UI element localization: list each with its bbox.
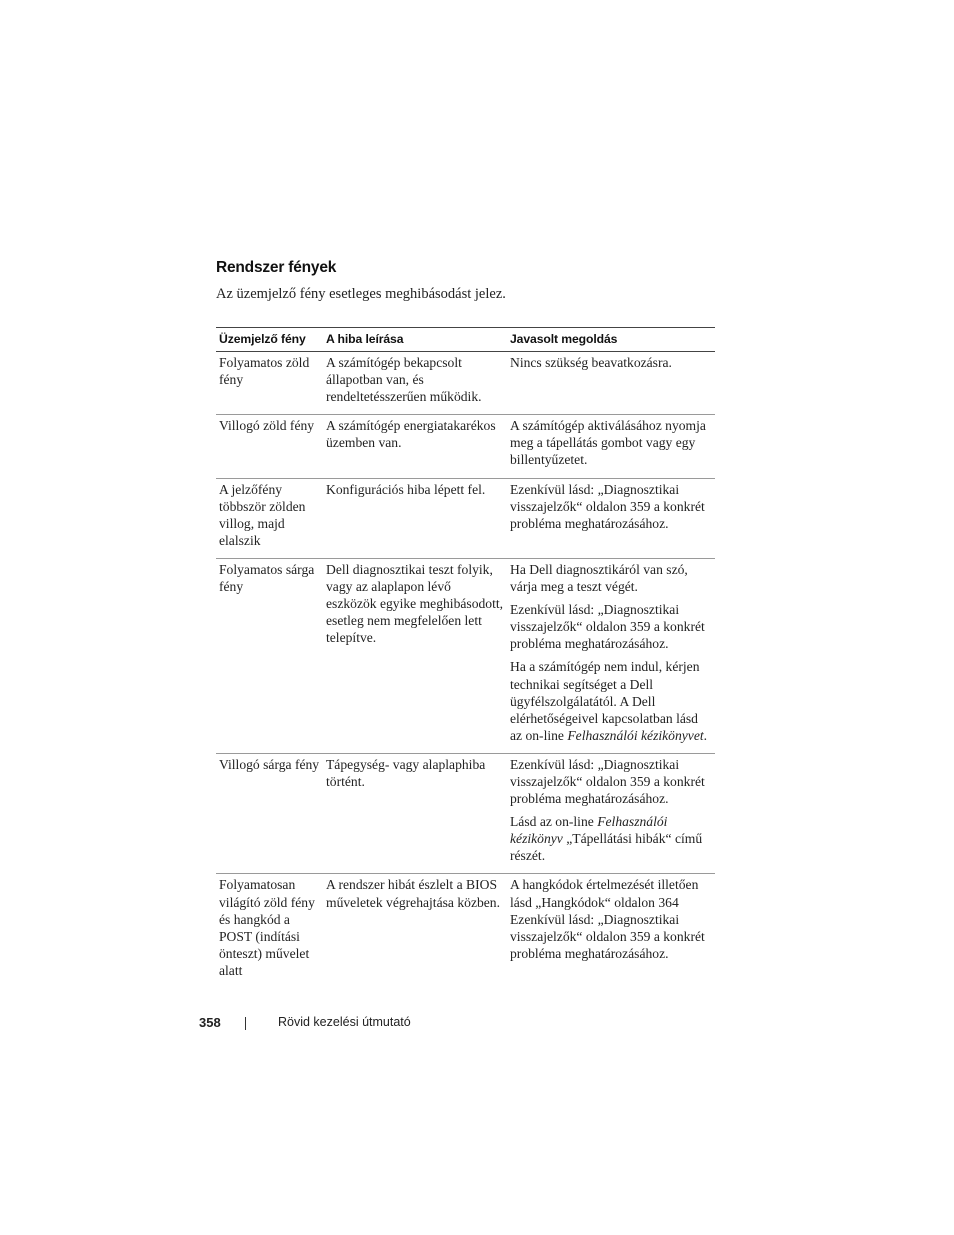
footer-title: Rövid kezelési útmutató (278, 1015, 411, 1029)
section-title: Rendszer fények (216, 259, 337, 276)
solution-paragraph: Nincs szükség beavatkozásra. (510, 355, 672, 370)
cell-problem: A számítógép bekapcsolt állapotban van, és rendeltetésszerűen működik. (326, 355, 482, 405)
table-row (216, 352, 715, 415)
solution-paragraph: Ezenkívül lásd: „Diagnosztikai visszajelzők“ oldalon 359 a konkrét probléma meghatározásához. (510, 481, 705, 531)
see-suffix: „Tápellátási hibák“ című részét. (510, 831, 703, 864)
table-row (216, 558, 715, 753)
table-row (216, 874, 715, 988)
table-row (216, 753, 715, 874)
column-header-light: Üzemjelző fény (219, 332, 306, 346)
table-row (216, 415, 715, 478)
system-lights-table (216, 327, 715, 988)
solution-paragraph: Ezenkívül lásd: „Diagnosztikai visszajelzők“ oldalon 359 a konkrét probléma meghatározásához. (510, 756, 705, 807)
cell-light: Villogó sárga fény (219, 756, 320, 772)
solution-paragraph (510, 658, 712, 743)
cell-solution (507, 753, 715, 874)
cell-problem: Tápegység- vagy alaplaphiba történt. (326, 756, 486, 789)
cell-solution (507, 415, 715, 478)
cell-light: A jelzőfény többször zölden villog, majd elalszik (219, 481, 306, 548)
solution-paragraph: Ha Dell diagnosztikáról van szó, várja meg a teszt végét. (510, 561, 688, 595)
cell-solution (507, 352, 715, 415)
manual-title: Felhasználói kézikönyvet (567, 727, 704, 743)
solution-paragraph: Ezenkívül lásd: „Diagnosztikai visszajelzők“ oldalon 359 a konkrét probléma meghatározásához. (510, 602, 705, 652)
cell-light: Folyamatos sárga fény (219, 561, 315, 595)
section-intro: Az üzemjelző fény esetleges meghibásodást jelez. (216, 286, 506, 302)
table-row (216, 478, 715, 558)
solution-text: Ha a számítógép nem indul, kérjen technikai segítséget a Dell ügyfélszolgálatától. A Dell elérhetőségeivel kapcsolatban lásd az on-line (510, 659, 700, 743)
column-header-solution: Javasolt megoldás (510, 332, 618, 346)
cell-light: Folyamatos zöld fény (219, 355, 310, 388)
manual-title: Felhasználói kézikönyv (510, 814, 668, 847)
column-header-problem: A hiba leírása (326, 332, 404, 346)
solution-paragraph: A számítógép aktiválásához nyomja meg a tápellátás gombot vagy egy billentyűzetet. (510, 418, 706, 468)
footer-divider (245, 1017, 246, 1030)
cell-solution (507, 558, 715, 753)
cell-problem: Dell diagnosztikai teszt folyik, vagy az alaplapon lévő eszközök egyike meghibásodott, esetleg nem megfelelően lett telepítve. (326, 561, 504, 646)
cell-problem: Konfigurációs hiba lépett fel. (326, 481, 486, 497)
solution-end: . (703, 727, 708, 743)
see-prefix: Lásd az on-line (510, 814, 598, 830)
solution-paragraph (510, 813, 712, 864)
solution-paragraph: A hangkódok értelmezését illetően lásd „Hangkódok“ oldalon 364 Ezenkívül lásd: „Diagnosztikai visszajelzők“ oldalon 359 a konkrét probléma meghatározásához. (510, 877, 705, 961)
cell-problem: A rendszer hibát észlelt a BIOS műveletek végrehajtása közben. (326, 877, 500, 910)
table-header-row (216, 328, 715, 352)
cell-light: Villogó zöld fény (219, 418, 315, 434)
page-number: 358 (199, 1015, 221, 1030)
cell-solution (507, 478, 715, 558)
cell-solution (507, 874, 715, 988)
cell-light: Folyamatosan világító zöld fény és hangkód a POST (indítási önteszt) művelet alatt (219, 877, 315, 978)
cell-problem: A számítógép energiatakarékos üzemben van. (326, 418, 496, 451)
